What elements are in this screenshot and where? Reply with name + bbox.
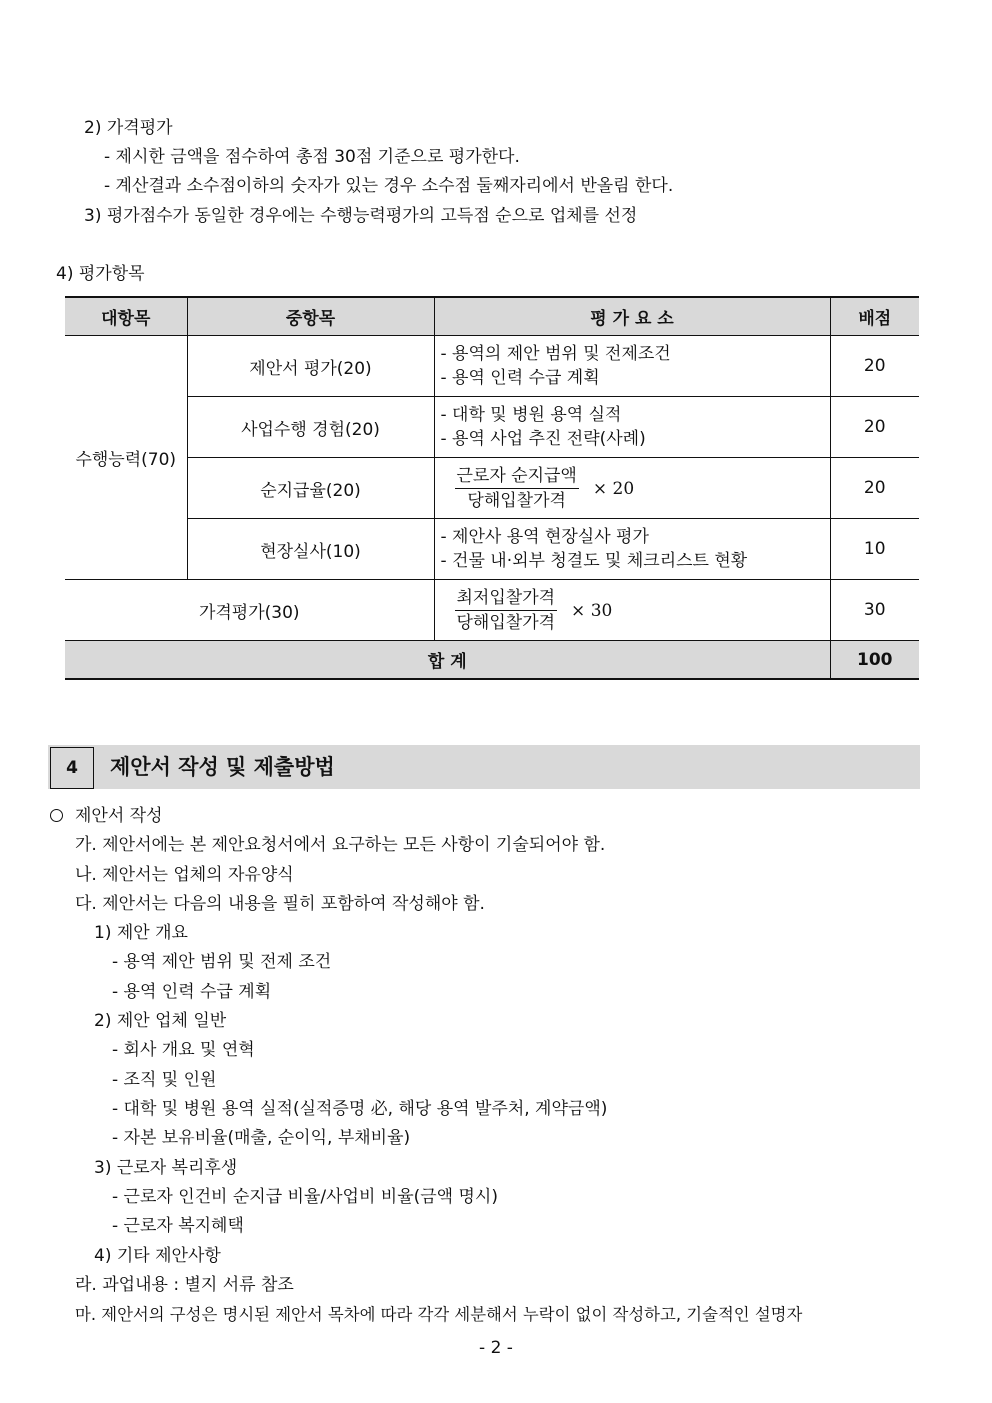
element-line: - 건물 내·외부 청결도 및 체크리스트 현황 xyxy=(440,551,748,571)
tie-rule: 3) 평가점수가 동일한 경우에는 수행능력평가의 고득점 순으로 업체를 선정 xyxy=(84,206,638,226)
section-heading xyxy=(48,745,920,789)
list-item: - 조직 및 인원 xyxy=(112,1070,217,1090)
list-item: - 근로자 복지혜택 xyxy=(112,1216,244,1236)
list-item: 2) 제안 업체 일반 xyxy=(94,1011,227,1031)
total-score: 100 xyxy=(830,641,919,680)
header-mid: 중항목 xyxy=(187,297,434,336)
list-item: 가. 제안서에는 본 제안요청서에서 요구하는 모든 사항이 기술되어야 함. xyxy=(75,835,606,855)
formula-numerator: 근로자 순지급액 xyxy=(455,465,579,489)
list-item: - 자본 보유비율(매출, 순이익, 부채비율) xyxy=(112,1128,411,1148)
score: 10 xyxy=(830,519,919,580)
table-total-row xyxy=(65,641,919,680)
score: 20 xyxy=(830,336,919,397)
list-item: 4) 기타 제안사항 xyxy=(94,1246,221,1266)
list-item: - 근로자 인건비 순지급 비율/사업비 비율(금액 명시) xyxy=(112,1187,498,1207)
header-elements: 평 가 요 소 xyxy=(434,297,830,336)
price-eval-bullet-1: - 제시한 금액을 점수하여 총점 30점 기준으로 평가한다. xyxy=(104,147,520,167)
table-row xyxy=(65,458,919,519)
element-line: - 용역 사업 추진 전략(사례) xyxy=(440,429,646,449)
eval-elements xyxy=(434,336,830,397)
eval-elements xyxy=(434,397,830,458)
price-eval-bullet-2: - 계산결과 소수점이하의 숫자가 있는 경우 소수점 둘째자리에서 반올림 한다. xyxy=(104,176,674,196)
table-row xyxy=(65,336,919,397)
formula-numerator: 최저입찰가격 xyxy=(455,587,558,611)
eval-elements xyxy=(434,519,830,580)
list-item: - 용역 제안 범위 및 전제 조건 xyxy=(112,952,332,972)
price-eval-heading: 2) 가격평가 xyxy=(84,118,173,138)
table-header-row xyxy=(65,297,919,336)
list-item: - 용역 인력 수급 계획 xyxy=(112,982,272,1002)
total-label: 합 계 xyxy=(65,641,830,680)
major-performance: 수행능력(70) xyxy=(65,336,187,580)
formula-denominator: 당해입찰가격 xyxy=(467,491,566,511)
mid-item: 현장실사(10) xyxy=(187,519,434,580)
element-line: - 용역 인력 수급 계획 xyxy=(440,368,600,388)
formula xyxy=(441,587,613,634)
list-item: - 회사 개요 및 연혁 xyxy=(112,1040,255,1060)
element-line: - 용역의 제안 범위 및 전제조건 xyxy=(440,344,671,364)
price-eval-label: 가격평가(30) xyxy=(65,580,434,641)
table-row-price xyxy=(65,580,919,641)
list-item: 라. 과업내용 : 별지 서류 참조 xyxy=(75,1275,294,1295)
mid-item: 순지급율(20) xyxy=(187,458,434,519)
list-item: - 대학 및 병원 용역 실적(실적증명 必, 해당 용역 발주처, 계약금액) xyxy=(112,1099,608,1119)
table-row xyxy=(65,519,919,580)
element-line: - 대학 및 병원 용역 실적 xyxy=(440,405,622,425)
mid-item: 사업수행 경험(20) xyxy=(187,397,434,458)
section-title: 제안서 작성 및 제출방법 xyxy=(110,754,335,779)
score: 20 xyxy=(830,397,919,458)
element-line: - 제안사 용역 현장실사 평가 xyxy=(440,527,649,547)
formula-multiplier: × 30 xyxy=(571,600,613,621)
eval-items-heading: 4) 평가항목 xyxy=(56,264,145,284)
formula xyxy=(441,465,635,512)
header-major: 대항목 xyxy=(65,297,187,336)
page-number: - 2 - xyxy=(479,1338,513,1358)
mid-item: 제안서 평가(20) xyxy=(187,336,434,397)
eval-formula-cell xyxy=(434,580,830,641)
score: 30 xyxy=(830,580,919,641)
eval-formula-cell xyxy=(434,458,830,519)
list-item: 다. 제안서는 다음의 내용을 필히 포함하여 작성해야 함. xyxy=(75,894,485,914)
section-number: 4 xyxy=(50,747,94,789)
table-row xyxy=(65,397,919,458)
list-item: 1) 제안 개요 xyxy=(94,923,188,943)
proposal-heading-text: 제안서 작성 xyxy=(75,806,163,826)
formula-multiplier: × 20 xyxy=(592,478,635,499)
proposal-heading xyxy=(50,805,163,827)
score: 20 xyxy=(830,458,919,519)
list-item: 3) 근로자 복리후생 xyxy=(94,1158,238,1178)
formula-denominator: 당해입찰가격 xyxy=(456,613,556,633)
list-item: 마. 제안서의 구성은 명시된 제안서 목차에 따라 각각 세분해서 누락이 없이 작성하고, 기술적인 설명자 xyxy=(75,1305,803,1324)
header-score: 배점 xyxy=(830,297,919,336)
list-item: 나. 제안서는 업체의 자유양식 xyxy=(75,865,294,885)
circle-bullet-icon xyxy=(50,809,63,822)
evaluation-table xyxy=(65,296,919,680)
